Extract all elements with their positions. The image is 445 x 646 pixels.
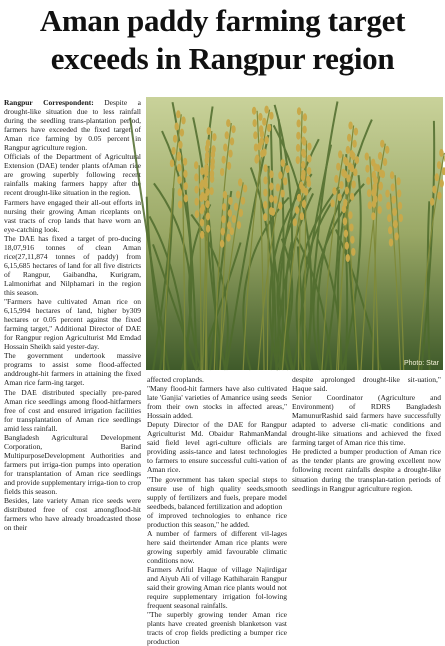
rice-grain bbox=[253, 119, 257, 127]
photo-credit: Photo: Star bbox=[403, 360, 439, 367]
rice-grain bbox=[350, 236, 354, 244]
rice-grain bbox=[207, 127, 211, 135]
rice-grain bbox=[351, 152, 355, 160]
rice-grain bbox=[178, 141, 182, 149]
rice-grain bbox=[263, 213, 267, 221]
rice-grain bbox=[194, 186, 198, 194]
rice-grain bbox=[371, 159, 375, 167]
rice-grain bbox=[210, 163, 214, 171]
rice-grain bbox=[230, 137, 234, 145]
rice-grain bbox=[230, 227, 234, 235]
rice-grain bbox=[296, 156, 300, 164]
rice-grain bbox=[226, 119, 230, 127]
rice-grain bbox=[345, 242, 349, 250]
rice-grain bbox=[388, 226, 392, 234]
body-paragraph: of improved technologies to enhance rice production this season," he added. bbox=[147, 510, 287, 529]
rice-grain bbox=[260, 150, 264, 158]
rice-grain bbox=[295, 206, 299, 214]
rice-grain bbox=[350, 193, 354, 201]
rice-grain bbox=[212, 133, 216, 141]
rice-grain bbox=[391, 183, 395, 191]
rice-grain bbox=[338, 150, 342, 158]
rice-grain bbox=[354, 128, 358, 136]
rice-grain bbox=[184, 194, 188, 202]
rice-grain bbox=[378, 206, 382, 214]
rice-grain bbox=[265, 136, 269, 144]
rice-grain bbox=[283, 177, 287, 185]
rice-grain bbox=[386, 202, 390, 210]
rice-grain bbox=[234, 203, 238, 211]
rice-grain bbox=[343, 217, 347, 225]
rice-grain bbox=[177, 164, 181, 172]
rice-grain bbox=[285, 165, 289, 173]
rice-grain bbox=[346, 254, 350, 262]
rice-grain bbox=[281, 159, 285, 167]
rice-grain bbox=[301, 161, 305, 169]
rice-grain bbox=[223, 144, 227, 152]
rice-grain bbox=[293, 218, 297, 226]
rice-grain bbox=[220, 240, 224, 248]
body-paragraph: affected croplands. bbox=[147, 375, 204, 384]
rice-grain bbox=[276, 184, 280, 192]
rice-grain bbox=[227, 162, 231, 170]
rice-grain bbox=[194, 161, 198, 169]
rice-grain bbox=[200, 231, 204, 239]
rice-grain bbox=[348, 122, 352, 130]
rice-grain bbox=[383, 158, 387, 166]
rice-grain bbox=[297, 107, 301, 115]
rice-grain bbox=[437, 161, 441, 169]
rice-grain bbox=[435, 173, 439, 181]
rice-grain bbox=[269, 207, 273, 215]
rice-grain bbox=[177, 152, 181, 160]
rice-grain bbox=[254, 156, 258, 164]
rice-grain bbox=[385, 190, 389, 198]
rice-grain bbox=[178, 188, 182, 196]
rice-grain bbox=[378, 152, 382, 160]
rice-grain bbox=[205, 157, 209, 165]
rice-grain bbox=[269, 195, 273, 203]
rice-grain bbox=[376, 164, 380, 172]
rice-grain bbox=[269, 170, 273, 178]
rice-grain bbox=[307, 143, 311, 151]
rice-grain bbox=[201, 204, 205, 212]
rice-grain bbox=[303, 113, 307, 121]
rice-grain bbox=[437, 192, 441, 200]
rice-grain bbox=[307, 179, 311, 187]
rice-grain bbox=[350, 164, 354, 172]
rice-grain bbox=[352, 140, 356, 148]
rice-grain bbox=[300, 212, 304, 220]
rice-grain bbox=[301, 149, 305, 157]
rice-grain bbox=[348, 211, 352, 219]
rice-grain bbox=[258, 113, 262, 121]
rice-grain bbox=[206, 225, 210, 233]
rice-grain bbox=[301, 137, 305, 145]
rice-grain bbox=[366, 177, 370, 185]
rice-grain bbox=[228, 209, 232, 217]
body-paragraph: "The government has taken special steps to ensure use of high quality seeds,smooth supply of fertilizers and fuels, prepare model seedbeds, balanced fertilization and adoption bbox=[147, 474, 287, 511]
rice-grain bbox=[184, 182, 188, 190]
rice-grain bbox=[195, 210, 199, 218]
rice-grain bbox=[349, 224, 353, 232]
rice-grain bbox=[222, 156, 226, 164]
rice-grain bbox=[205, 200, 209, 208]
rice-grain bbox=[373, 195, 377, 203]
rice-grain bbox=[341, 169, 345, 177]
rice-grain bbox=[334, 175, 338, 183]
rice-grain bbox=[390, 171, 394, 179]
rice-grain bbox=[371, 212, 375, 220]
rice-grain bbox=[200, 180, 204, 188]
article-column-2 bbox=[147, 375, 287, 646]
rice-grain bbox=[262, 118, 266, 126]
rice-grain bbox=[205, 144, 209, 152]
rice-grain bbox=[296, 144, 300, 152]
rice-grain bbox=[180, 129, 184, 137]
body-paragraph: The DAE distributed specially pre-pared Aman rice seedlings among flood-hitfarmers free of cost and ensured irrigation facilities for transplantation of Aman rice seedlings amid less rainfall. bbox=[4, 387, 141, 433]
rice-grain bbox=[267, 124, 271, 132]
rice-grain bbox=[307, 167, 311, 175]
rice-grain bbox=[297, 194, 301, 202]
body-paragraph: Bangladesh Agricultural Development Corporation, Barind MultipurposeDevelopment Authorities and farmers put irriga-tion pumps into operation for transplantation of Aman rice seedlings and provide supplementary irriga-tion to crop fields this season. bbox=[4, 432, 141, 497]
body-paragraph: Besides, late variety Aman rice seeds were distributed free of cost amongflood-hit farmers who have already broadcasted those on their bbox=[4, 496, 141, 533]
paddy-field-illustration bbox=[146, 97, 443, 370]
rice-grain bbox=[211, 150, 215, 158]
rice-grain bbox=[281, 190, 285, 198]
body-paragraph: Officials of the Department of Agricultural Extension (DAE) tender plants ofAman rice are growing superbly following recent rainfalls making farmers happy after the recent drought-like situation in the region. bbox=[4, 152, 141, 198]
rice-grain bbox=[385, 146, 389, 154]
rice-grain bbox=[365, 153, 369, 161]
rice-grain bbox=[365, 165, 369, 173]
body-paragraph: Farmers Ariful Haque of village Najirdigar and Aiyub Ali of village Kathiharain Rangpur said their growing Aman rice plants would not require supplementary irrigation fol-lowing frequent seasonal rainfalls. bbox=[147, 564, 287, 611]
rice-grain bbox=[396, 177, 400, 185]
rice-grain bbox=[372, 171, 376, 179]
rice-grain bbox=[347, 134, 351, 142]
rice-grain bbox=[232, 215, 236, 223]
rice-grain bbox=[201, 192, 205, 200]
body-paragraph: A number of farmers of different vil-lages here said theirtender Aman rice plants were growing superbly amid favourable climatic conditions now. bbox=[147, 528, 287, 565]
rice-grain bbox=[228, 197, 232, 205]
rice-grain bbox=[330, 199, 334, 207]
body-paragraph: The government undertook massive programs to assist some flood-affected anddrought-hit farmers in attaining the fixed Aman rice farm-ing target. bbox=[4, 351, 141, 388]
rice-grain bbox=[296, 132, 300, 140]
rice-grain bbox=[175, 123, 179, 131]
rice-grain bbox=[183, 158, 187, 166]
rice-grain bbox=[389, 239, 393, 247]
rice-grain bbox=[194, 173, 198, 181]
rice-grain bbox=[195, 198, 199, 206]
rice-grain bbox=[368, 201, 372, 209]
rice-grain bbox=[269, 183, 273, 191]
rice-grain bbox=[399, 214, 403, 222]
rice-grain bbox=[337, 193, 341, 201]
rice-grain bbox=[221, 215, 225, 223]
rice-grain bbox=[392, 208, 396, 216]
rice-grain bbox=[302, 200, 306, 208]
rice-grain bbox=[394, 232, 398, 240]
rice-grain bbox=[238, 178, 242, 186]
rice-grain bbox=[380, 140, 384, 148]
rice-grain bbox=[398, 202, 402, 210]
rice-grain bbox=[206, 213, 210, 221]
article-column-3 bbox=[292, 375, 441, 535]
article-column-1 bbox=[4, 98, 141, 534]
body-paragraph: Deputy Director of the DAE for Rangpur Agriculturist Md. Obaidur RahmanMandal said field level agri-culture officials are providing assis-tance and latest technologies to farmers to ensure successful culti-vation of Aman rice. bbox=[147, 420, 287, 475]
rice-grain bbox=[176, 110, 180, 118]
rice-grain bbox=[263, 176, 267, 184]
rice-grain bbox=[336, 163, 340, 171]
rice-grain bbox=[352, 181, 356, 189]
rice-grain bbox=[345, 187, 349, 195]
rice-grain bbox=[332, 187, 336, 195]
rice-grain bbox=[228, 150, 232, 158]
rice-grain bbox=[200, 167, 204, 175]
headline: Aman paddy farming target exceeds in Rangpur region bbox=[39, 3, 406, 76]
rice-grain bbox=[231, 125, 235, 133]
rice-grain bbox=[378, 194, 382, 202]
rice-grain bbox=[387, 214, 391, 222]
rice-grain bbox=[343, 157, 347, 165]
rice-grain bbox=[181, 116, 185, 124]
rice-grain bbox=[239, 209, 243, 217]
rice-grain bbox=[222, 203, 226, 211]
rice-grain bbox=[397, 190, 401, 198]
rice-grain bbox=[367, 189, 371, 197]
rice-grain bbox=[373, 183, 377, 191]
body-paragraph: He predicted a bumper production of Aman rice as the tender plants are growing excellent now following recent rainfalls despite a drought-like situation during the transplan-tation periods of seedlings in Rangpur agriculture region. bbox=[292, 447, 441, 493]
rice-grain bbox=[260, 137, 264, 145]
rice-grain bbox=[171, 147, 175, 155]
rice-grain bbox=[439, 149, 443, 157]
rice-grain bbox=[204, 169, 208, 177]
rice-grain bbox=[236, 191, 240, 199]
body-paragraph: "The superbly growing tender Aman rice plants have created greenish blanketson vast tracts of crop fields predicting a bumper rice production bbox=[147, 610, 287, 646]
rice-grain bbox=[339, 181, 343, 189]
byline: Rangpur Correspondent: bbox=[4, 98, 94, 107]
rice-grain bbox=[297, 119, 301, 127]
rice-grain bbox=[393, 220, 397, 228]
rice-grain bbox=[221, 228, 225, 236]
rice-grain bbox=[241, 197, 245, 205]
rice-grain bbox=[209, 187, 213, 195]
rice-grain bbox=[302, 126, 306, 134]
rice-grain bbox=[252, 107, 256, 115]
rice-grain bbox=[301, 185, 305, 193]
rice-grain bbox=[226, 234, 230, 242]
body-paragraph: "Many flood-hit farmers have also cultivated late 'Ganjia' varieties of Amanrice using seeds from their own stocks in affected areas," Hossain added. bbox=[147, 384, 287, 421]
rice-grain bbox=[440, 179, 444, 187]
rice-grain bbox=[391, 196, 395, 204]
rice-grain bbox=[253, 131, 257, 139]
rice-grain bbox=[210, 175, 214, 183]
rice-grain bbox=[278, 171, 282, 179]
rice-grain bbox=[223, 191, 227, 199]
body-paragraph: Senior Coordinator (Agriculture and Environment) of RDRS Bangladesh MamunurRashid said farmers have successfully adapted to adverse cli-matic conditions and drought-like situations and achieved the fixed farming target of Aman rice this time. bbox=[292, 393, 441, 448]
rice-grain bbox=[263, 201, 267, 209]
rice-grain bbox=[379, 182, 383, 190]
rice-grain bbox=[237, 221, 241, 229]
rice-grain bbox=[263, 189, 267, 197]
rice-grain bbox=[178, 201, 182, 209]
rice-grain bbox=[243, 185, 247, 193]
lead-paragraph bbox=[4, 98, 141, 152]
paddy-field-photo bbox=[146, 97, 443, 370]
rice-grain bbox=[225, 131, 229, 139]
rice-grain bbox=[430, 198, 434, 206]
rice-grain bbox=[307, 155, 311, 163]
rice-grain bbox=[173, 135, 177, 143]
rice-grain bbox=[269, 112, 273, 120]
rice-grain bbox=[177, 176, 181, 184]
rice-grain bbox=[342, 205, 346, 213]
rice-grain bbox=[259, 125, 263, 133]
body-paragraph: "Farmers have cultivated Aman rice on 6,15,994 hectares of land, higher by309 hectares or 0.05 percent against the fixed farming target," Additional Director of DAE for Rangpur region Agriculturist Md Emdad Hossain Sheikh said yester-day. bbox=[4, 297, 141, 352]
rice-grain bbox=[220, 168, 224, 176]
body-paragraph: Farmers have engaged their all-out efforts in nursing their growing Aman riceplants on vast tracts of crop lands that have worn an eye-catching look. bbox=[4, 197, 141, 234]
rice-grain bbox=[254, 144, 258, 152]
rice-grain bbox=[278, 202, 282, 210]
rice-grain bbox=[432, 186, 436, 194]
rice-grain bbox=[346, 146, 350, 154]
rice-grain bbox=[301, 173, 305, 181]
rice-grain bbox=[170, 159, 174, 167]
rice-grain bbox=[183, 170, 187, 178]
body-paragraph: The DAE has fixed a target of pro-ducing 18,07,916 tonnes of clean Aman rice(27,11,874 tonnes of paddy) from 6,15,685 hectares of land for all five districts of Rangpur, Gaibandha, Kurigram, Lalmonirhat and Nilphamari in the region this season. bbox=[4, 233, 141, 297]
lead-text: Despite a drought-like situation due to less rainfall during the seedling trans-plantation period, farmers have exceeded the fixed target of Aman rice farming by 0.05 percent in Rangpur agriculture region. bbox=[4, 98, 141, 153]
rice-grain bbox=[381, 170, 385, 178]
body-paragraph: despite aprolonged drought-like sit-uation," Haque said. bbox=[292, 375, 441, 394]
rice-grain bbox=[351, 248, 355, 256]
rice-grain bbox=[264, 106, 268, 114]
rice-grain bbox=[344, 230, 348, 238]
rice-grain bbox=[273, 196, 277, 204]
rice-grain bbox=[200, 219, 204, 227]
rice-grain bbox=[355, 156, 359, 164]
rice-grain bbox=[263, 164, 267, 172]
